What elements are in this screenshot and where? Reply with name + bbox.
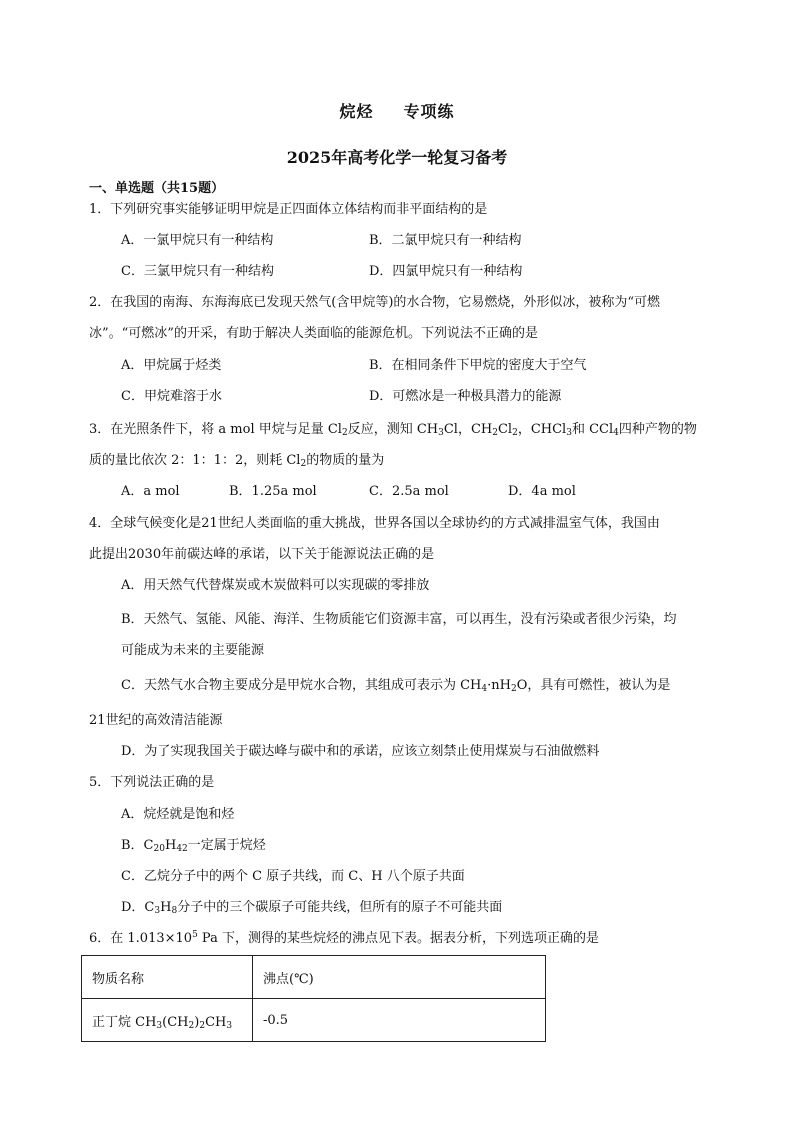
question-3-option-c: C．2.5a mol (369, 484, 449, 499)
question-1-option-c: C．三氯甲烷只有一种结构 (121, 264, 274, 279)
question-1-stem: 1．下列研究事实能够证明甲烷是正四面体立体结构而非平面结构的是 (89, 202, 488, 217)
question-3-stem-line2: 质的量比依次 2：1：1：2，则耗 $Cl_2$的物质的量为 (89, 453, 385, 469)
question-5-option-a: A．烷烃就是饱和烃 (121, 807, 235, 822)
question-4-option-b-line1: B．天然气、氢能、风能、海洋、生物质能它们资源丰富，可以再生，没有污染或者很少污染，均 (121, 612, 677, 627)
table-header-boiling-point: 沸点(℃) (253, 956, 546, 999)
question-2-stem-line1: 2．在我国的南海、东海海底已发现天然气(含甲烷等)的水合物，它易燃烧，外形似冰，被称为“可燃 (89, 295, 661, 310)
question-4-option-b-line2: 可能成为未来的主要能源 (121, 643, 265, 658)
table-row (82, 999, 546, 1042)
question-4-stem-line2: 此提出2030年前碳达峰的承诺，以下关于能源说法正确的是 (89, 547, 435, 562)
question-5-option-b: B．$C_{20}H_{42}$一定属于烷烃 (121, 838, 266, 854)
methane-hydrate-formula: $CH_4\cdot nH_2O$ (460, 678, 528, 694)
question-6-stem: 6．在 $1.013\times 10^5$ Pa 下，测得的某些烷烃的沸点见下表。据表分析，下列选项正确的是 (89, 930, 599, 946)
question-5-option-c: C．乙烷分子中的两个 C 原子共线，而 C、H 八个原子共面 (121, 869, 465, 884)
question-4-option-c-line1: C．天然气水合物主要成分是甲烷水合物，其组成可表示为 $CH_4\cdot nH_2O$，具有可燃性，被认为是 (121, 678, 671, 694)
question-3-option-a: A．a mol (121, 484, 180, 499)
document-title (0, 99, 794, 122)
question-3-option-d: D．4a mol (508, 484, 576, 499)
question-3-option-b: B．1.25a mol (229, 484, 317, 499)
question-3-stem-line1: 3．在光照条件下，将 a mol 甲烷与足量 $Cl_2$反应，测知 $CH_3Cl$，$CH_2Cl_2$，CHCl$_3$和 CCl$_4$四种产物的物 (89, 422, 697, 438)
question-5-option-d: D．$C_3H_8$分子中的三个碳原子可能共线，但所有的原子不可能共面 (121, 900, 503, 916)
boiling-point-table (81, 955, 546, 1042)
section-heading: 一、单选题（共15题） (89, 181, 225, 196)
question-2-option-b: B．在相同条件下甲烷的密度大于空气 (369, 358, 587, 373)
question-2-option-d: D．可燃冰是一种极具潜力的能源 (369, 389, 562, 404)
document-subtitle: 2025年高考化学一轮复习备考 (286, 148, 508, 167)
title-part2: 专项练 (403, 102, 455, 121)
table-cell-substance: 正丁烷 $CH_3(CH_2)_2CH_3$ (82, 999, 253, 1042)
question-4-option-a: A．用天然气代替煤炭或木炭做料可以实现碳的零排放 (121, 578, 430, 593)
table-header-row (82, 956, 546, 999)
title-part1: 烷烃 (339, 102, 374, 121)
question-4-stem-line1: 4．全球气候变化是21世纪人类面临的重大挑战，世界各国以全球协约的方式减排温室气体，我国由 (89, 516, 660, 531)
table-header-name: 物质名称 (82, 956, 253, 999)
question-2-option-a: A．甲烷属于烃类 (121, 358, 222, 373)
question-4-option-d: D．为了实现我国关于碳达峰与碳中和的承诺，应该立刻禁止使用煤炭与石油做燃料 (121, 744, 600, 759)
question-2-stem-line2: 冰”。“可燃冰”的开采，有助于解决人类面临的能源危机。下列说法不正确的是 (89, 326, 538, 341)
question-1-option-d: D．四氯甲烷只有一种结构 (369, 264, 523, 279)
question-5-stem: 5．下列说法正确的是 (89, 775, 215, 790)
question-1-option-a: A．一氯甲烷只有一种结构 (121, 233, 274, 248)
question-4-option-c-line2: 21世纪的高效清洁能源 (89, 713, 223, 728)
question-1-option-b: B．二氯甲烷只有一种结构 (369, 233, 522, 248)
table-cell-boiling-point: -0.5 (253, 999, 546, 1042)
question-2-option-c: C．甲烷难溶于水 (121, 389, 222, 404)
